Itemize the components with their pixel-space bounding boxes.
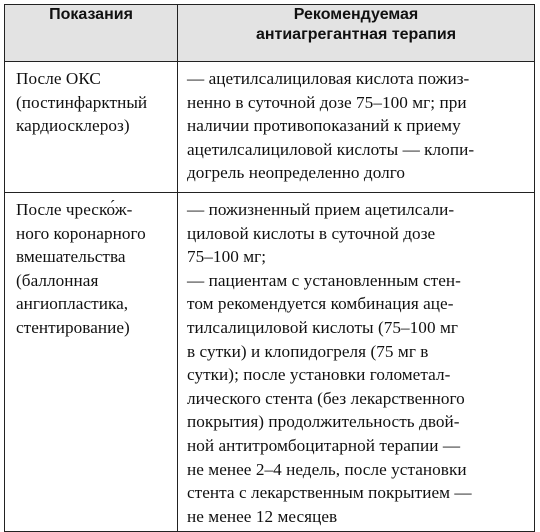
indication-line: ного коронарного: [16, 223, 146, 243]
therapy-line: сутки); после установки голометал-: [187, 365, 451, 385]
header-indications: Показания: [5, 5, 178, 62]
therapy-line: — ацетилсалициловая кислота пожиз-: [187, 69, 470, 88]
indication-cell: [5, 62, 178, 193]
therapy-line: тилсалициловой кислоты (75–100 мг: [187, 317, 458, 337]
therapy-cell: [178, 193, 535, 532]
table-row: [5, 193, 535, 532]
header-therapy: Рекомендуемая антиагрегантная терапия: [178, 5, 535, 62]
indication-line: После чреско́ж-: [16, 200, 133, 219]
therapy-line: не менее 12 месяцев: [187, 506, 338, 526]
therapy-cell: [178, 62, 535, 193]
indication-line: (постинфарктный: [16, 92, 148, 112]
indication-line: вмешательства: [16, 247, 126, 267]
therapy-line: лического стента (без лекарственного: [187, 388, 465, 408]
indication-line: кардиосклероз): [16, 116, 130, 136]
therapy-line: стента с лекарственным покрытием —: [187, 483, 472, 503]
indication-line: (баллонная: [16, 270, 99, 290]
therapy-line: ной антитромбоцитарной терапии —: [187, 435, 461, 455]
indication-line: ангиопластика,: [16, 294, 129, 314]
table-row: [5, 62, 535, 193]
therapy-line: не менее 2–4 недель, после установки: [187, 459, 467, 479]
table-header-row: [5, 5, 535, 62]
therapy-line: наличии противопоказаний к приему: [187, 116, 461, 136]
therapy-line: циловой кислоты в суточной дозе: [187, 223, 436, 243]
indication-line: стентирование): [16, 317, 130, 337]
indication-line: После ОКС: [16, 69, 101, 88]
therapy-line: — пожизненный прием ацетилсали-: [187, 200, 455, 219]
recommendations-table: [4, 4, 535, 532]
therapy-line: 75–100 мг;: [187, 247, 267, 267]
indication-cell: [5, 193, 178, 532]
therapy-line: ацетилсалициловой кислоты — клопи-: [187, 139, 475, 159]
therapy-line: — пациентам с установленным стен-: [187, 270, 461, 290]
therapy-line: догрель неопределенно долго: [187, 163, 406, 183]
therapy-line: том рекомендуется комбинация аце-: [187, 294, 454, 314]
therapy-line: ненно в суточной дозе 75–100 мг; при: [187, 92, 467, 112]
therapy-line: покрытия) продолжительность двой-: [187, 412, 460, 432]
therapy-line: в сутки) и клопидогреля (75 мг в: [187, 341, 429, 361]
